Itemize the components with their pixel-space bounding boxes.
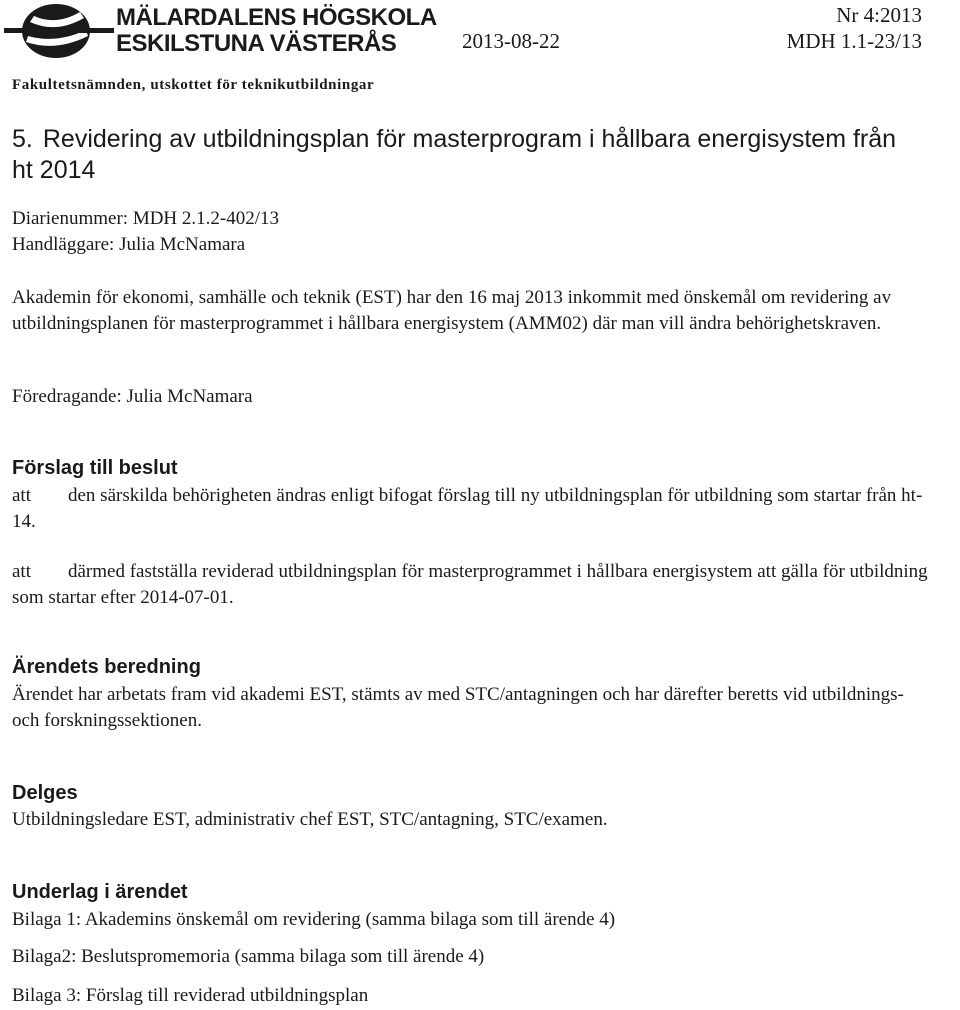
diarienummer: Diarienummer: MDH 2.1.2-402/13 [12,208,280,229]
document-date: 2013-08-22 [462,29,560,53]
attachment-item [12,983,932,1009]
att-clause-1 [12,483,932,535]
logo-line1: MÄLARDALENS HÖGSKOLA [116,4,437,31]
att-label: att [12,485,31,506]
presenter [12,384,932,410]
intro-paragraph [12,285,932,337]
heading-delges: Delges [12,782,78,804]
university-logo [4,2,437,60]
handlaggare: Handläggare: Julia McNamara [12,234,246,255]
faculty-name: Fakultetsnämnden, utskottet för teknikutbildningar [12,77,375,93]
att-clause-2 [12,559,932,611]
attachment-text: Bilaga 1: Akademins önskemål om revidering (samma bilaga som till ärende 4) [12,909,616,930]
attachment-item [12,944,932,970]
beredning-text: Ärendet har arbetats fram vid akademi EST, stämts av med STC/antagningen och har därefter beretts vid utbildnings- och forskningssektionen. [12,684,904,731]
logo-emblem-icon [4,2,114,60]
attachment-text: Bilaga2: Beslutspromemoria (samma bilaga som till ärende 4) [12,946,485,967]
document-reference: MDH 1.1-23/13 [786,29,922,53]
att-text-1: den särskilda behörigheten ändras enligt bifogat förslag till ny utbildningsplan för utbildning som startar från ht-14. [12,485,923,532]
att-text-2: därmed fastställa reviderad utbildningsplan för masterprogrammet i hållbara energisystem att gälla för utbildning som startar efter 2014-07-01. [12,561,928,608]
attachment-item [12,907,932,933]
heading-underlag: Underlag i ärendet [12,881,188,903]
foredragande: Föredragande: Julia McNamara [12,386,253,407]
intro-text: Akademin för ekonomi, samhälle och teknik (EST) har den 16 maj 2013 inkommit med önskemål om revidering av utbildningsplanen för masterprogrammet i hållbara energisystem (AMM02) där man vill ändra behörighetskraven. [12,287,892,334]
heading-beredning: Ärendets beredning [12,656,201,678]
logo-line2: ESKILSTUNA VÄSTERÅS [116,30,397,57]
item-title [12,124,912,186]
item-meta [12,206,932,258]
document-number: Nr 4:2013 [836,3,922,27]
delges-text: Utbildningsledare EST, administrativ chef EST, STC/antagning, STC/examen. [12,809,608,830]
beredning-paragraph [12,682,932,734]
delges-paragraph [12,807,932,833]
item-title-text: Revidering av utbildningsplan för masterprogram i hållbara energisystem från ht 2014 [12,125,897,184]
att-label: att [12,561,31,582]
attachment-text: Bilaga 3: Förslag till reviderad utbildningsplan [12,985,369,1006]
item-number: 5. [12,125,33,153]
heading-forslag: Förslag till beslut [12,457,178,479]
